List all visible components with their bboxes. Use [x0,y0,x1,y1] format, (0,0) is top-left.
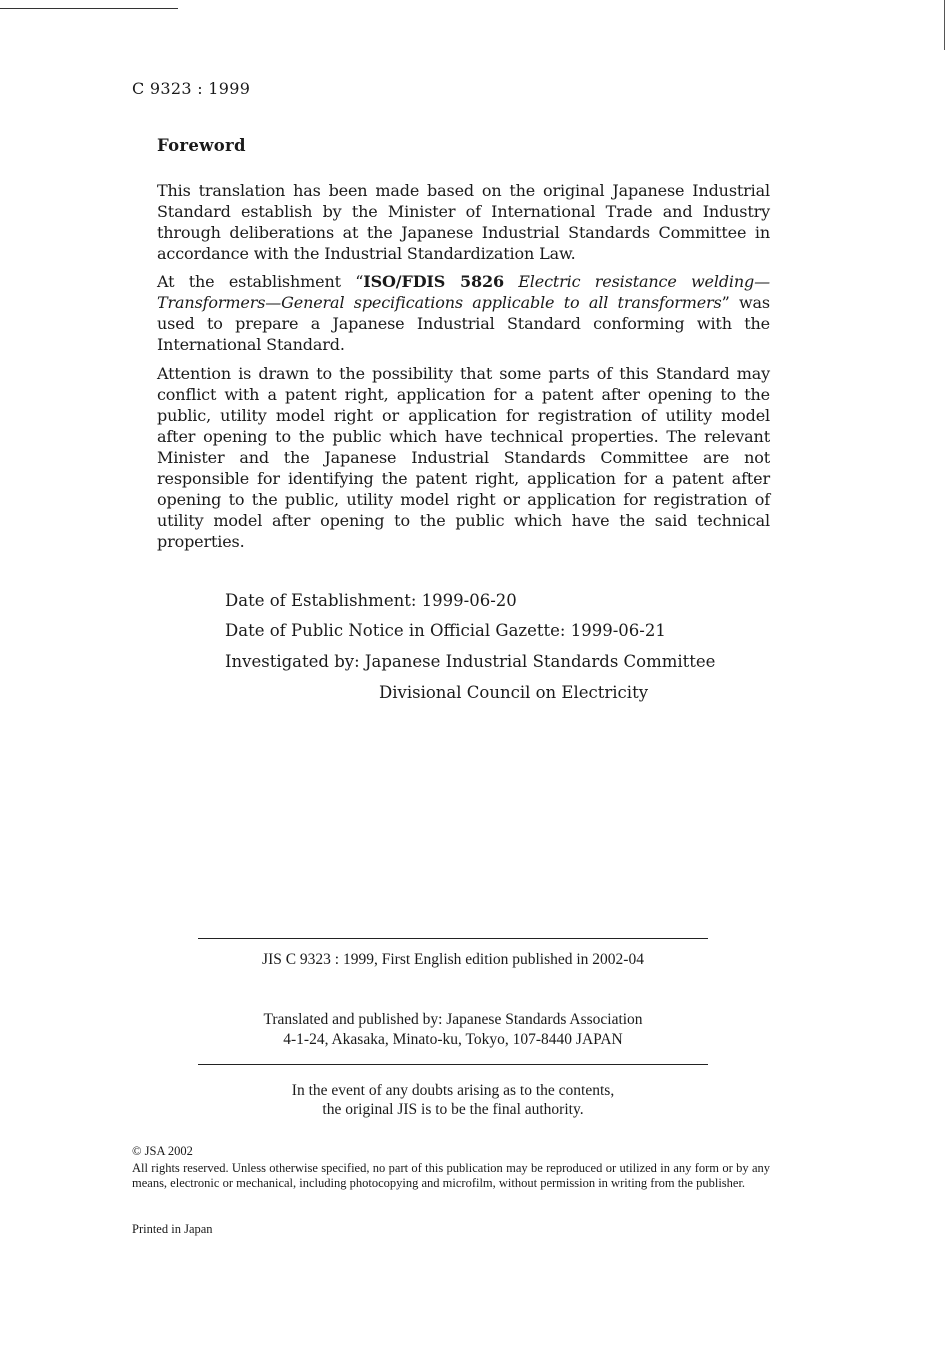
side-border-line [944,0,945,50]
iso-reference: ISO/FDIS 5826 [363,272,504,291]
date-of-public-notice: Date of Public Notice in Official Gazette: 1999-06-21 [225,621,666,640]
date-of-establishment: Date of Establishment: 1999-06-20 [225,591,517,610]
edition-line: JIS C 9323 : 1999, First English edition published in 2002-04 [262,951,644,968]
address-line: 4-1-24, Akasaka, Minato-ku, Tokyo, 107-8440 JAPAN [283,1031,623,1048]
authority-note-line-1: In the event of any doubts arising as to the contents, [291,1082,615,1099]
divider-top [198,938,708,939]
publisher-line: Translated and published by: Japanese Standards Association [263,1011,643,1028]
printed-in: Printed in Japan [132,1222,213,1236]
investigated-by: Investigated by: Japanese Industrial Standards Committee [225,652,716,671]
copyright-mark: © JSA 2002 [132,1144,193,1158]
p2-prefix: At the establishment “ [157,272,364,291]
iso-title: Electric resistance welding—Transformers—General specifications applicable to all transformers [157,272,770,312]
p2-suffix: ” was used to prepare a Japanese Industrial Standard conforming with the International Standard. [157,293,770,354]
divider-bottom [198,1064,708,1065]
foreword-paragraph-2 [157,271,770,355]
foreword-paragraph-3: Attention is drawn to the possibility that some parts of this Standard may conflict with a patent right, application for a patent after opening to the public, utility model right or application for registration of utility model after opening to the public which have technical properties. The relevant Minister and the Japanese Industrial Standards Committee are not responsible for identifying the patent right, application for a patent after opening to the public, utility model right or application for registration of utility model after opening to the public which have the said technical properties. [157,364,770,551]
foreword-paragraph-1: This translation has been made based on the original Japanese Industrial Standard establish by the Minister of International Trade and Industry through deliberations at the Japanese Industrial Standards Committee in accordance with the Industrial Standardization Law. [157,181,770,263]
top-border-line [0,8,178,9]
divisional-council: Divisional Council on Electricity [379,683,649,702]
authority-note-line-2: the original JIS is to be the final authority. [322,1101,584,1118]
document-id: C 9323 : 1999 [132,79,251,98]
rights-notice: All rights reserved. Unless otherwise specified, no part of this publication may be reproduced or utilized in any form or by any means, electronic or mechanical, including photocopying and microfilm, without permission in writing from the publisher. [132,1161,770,1190]
foreword-title: Foreword [157,136,246,155]
